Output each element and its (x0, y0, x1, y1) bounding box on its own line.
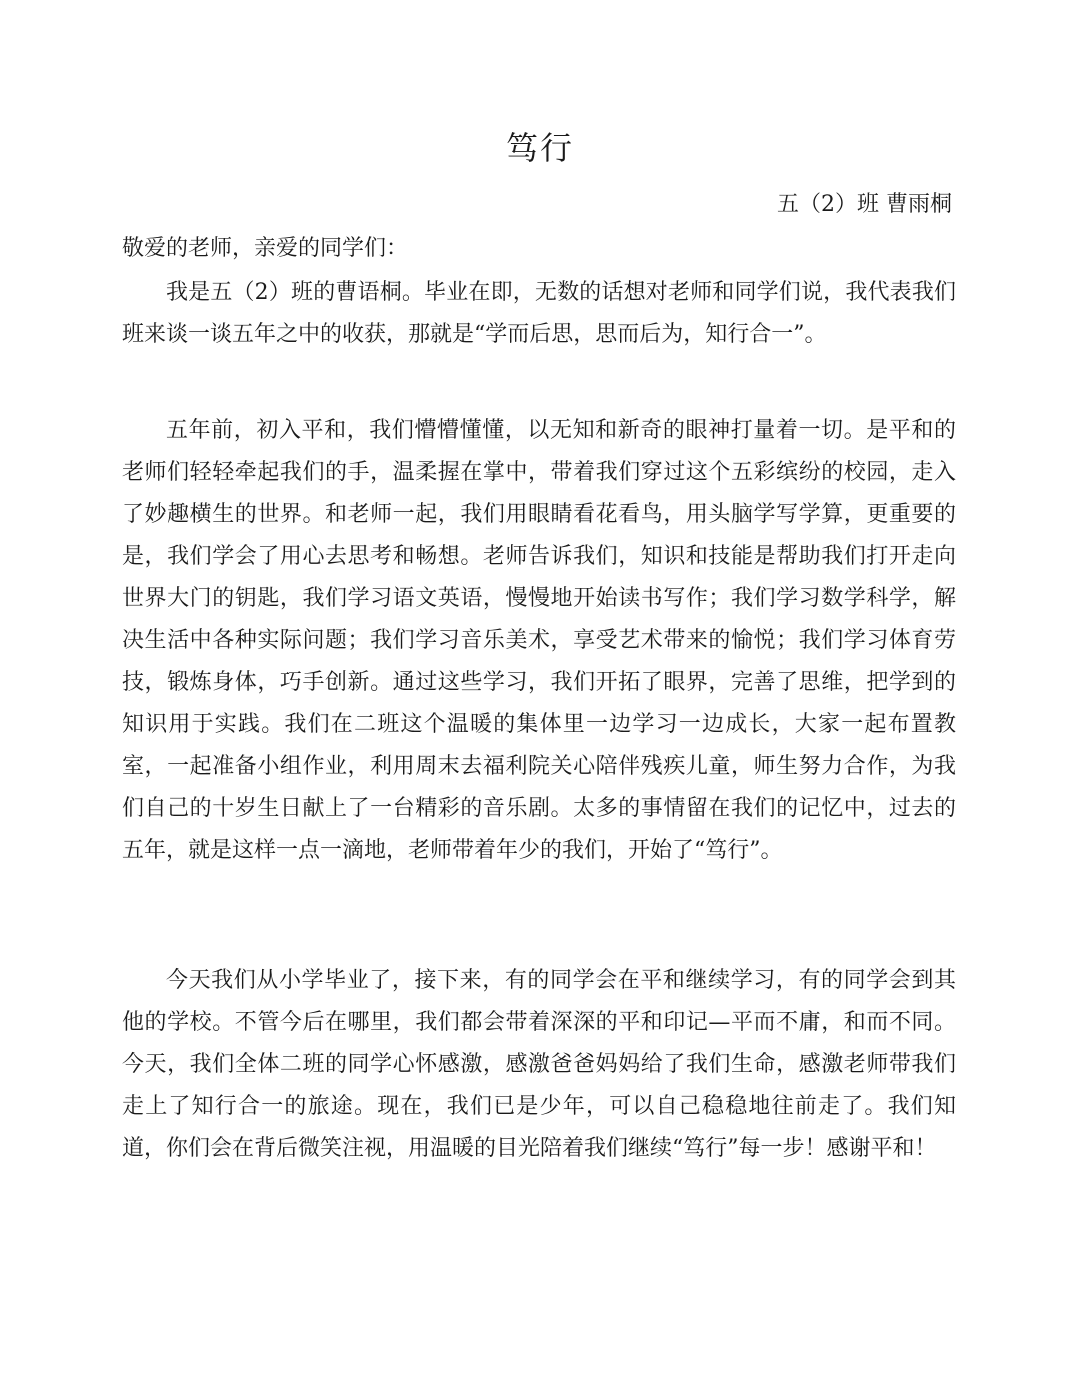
salutation: 敬爱的老师，亲爱的同学们： (122, 236, 409, 261)
author-line: 五（2）班 曹雨桐 (777, 192, 952, 217)
paragraph-memories: 五年前，初入平和，我们懵懵懂懂，以无知和新奇的眼神打量着一切。是平和的老师们轻轻牵起我们的手，温柔握在掌中，带着我们穿过这个五彩缤纷的校园，走入了妙趣横生的世界。和老师一起，我们用眼睛看花看鸟，用头脑学写学算，更重要的是，我们学会了用心去思考和畅想。老师告诉我们，知识和技能是帮助我们打开走向世界大门的钥匙，我们学习语文英语，慢慢地开始读书写作；我们学习数学科学，解决生活中各种实际问题；我们学习音乐美术，享受艺术带来的愉悦；我们学习体育劳技，锻炼身体，巧手创新。通过这些学习，我们开拓了眼界，完善了思维，把学到的知识用于实践。我们在二班这个温暖的集体里一边学习一边成长，大家一起布置教室，一起准备小组作业，利用周末去福利院关心陪伴残疾儿童，师生努力合作，为我们自己的十岁生日献上了一台精彩的音乐剧。太多的事情留在我们的记忆中，过去的五年，就是这样一点一滴地，老师带着年少的我们，开始了“笃行”。 (122, 418, 956, 863)
paragraph-farewell: 今天我们从小学毕业了，接下来，有的同学会在平和继续学习，有的同学会到其他的学校。不管今后在哪里，我们都会带着深深的平和印记—平而不庸，和而不同。今天，我们全体二班的同学心怀感激，感激爸爸妈妈给了我们生命，感激老师带我们走上了知行合一的旅途。现在，我们已是少年，可以自己稳稳地往前走了。我们知道，你们会在背后微笑注视，用温暖的目光陪着我们继续“笃行”每一步！感谢平和！ (122, 968, 956, 1161)
paragraph-intro: 我是五（2）班的曹语桐。毕业在即，无数的话想对老师和同学们说，我代表我们班来谈一谈五年之中的收获，那就是“学而后思，思而后为，知行合一”。 (122, 280, 956, 347)
page-title: 笃行 (505, 129, 574, 167)
